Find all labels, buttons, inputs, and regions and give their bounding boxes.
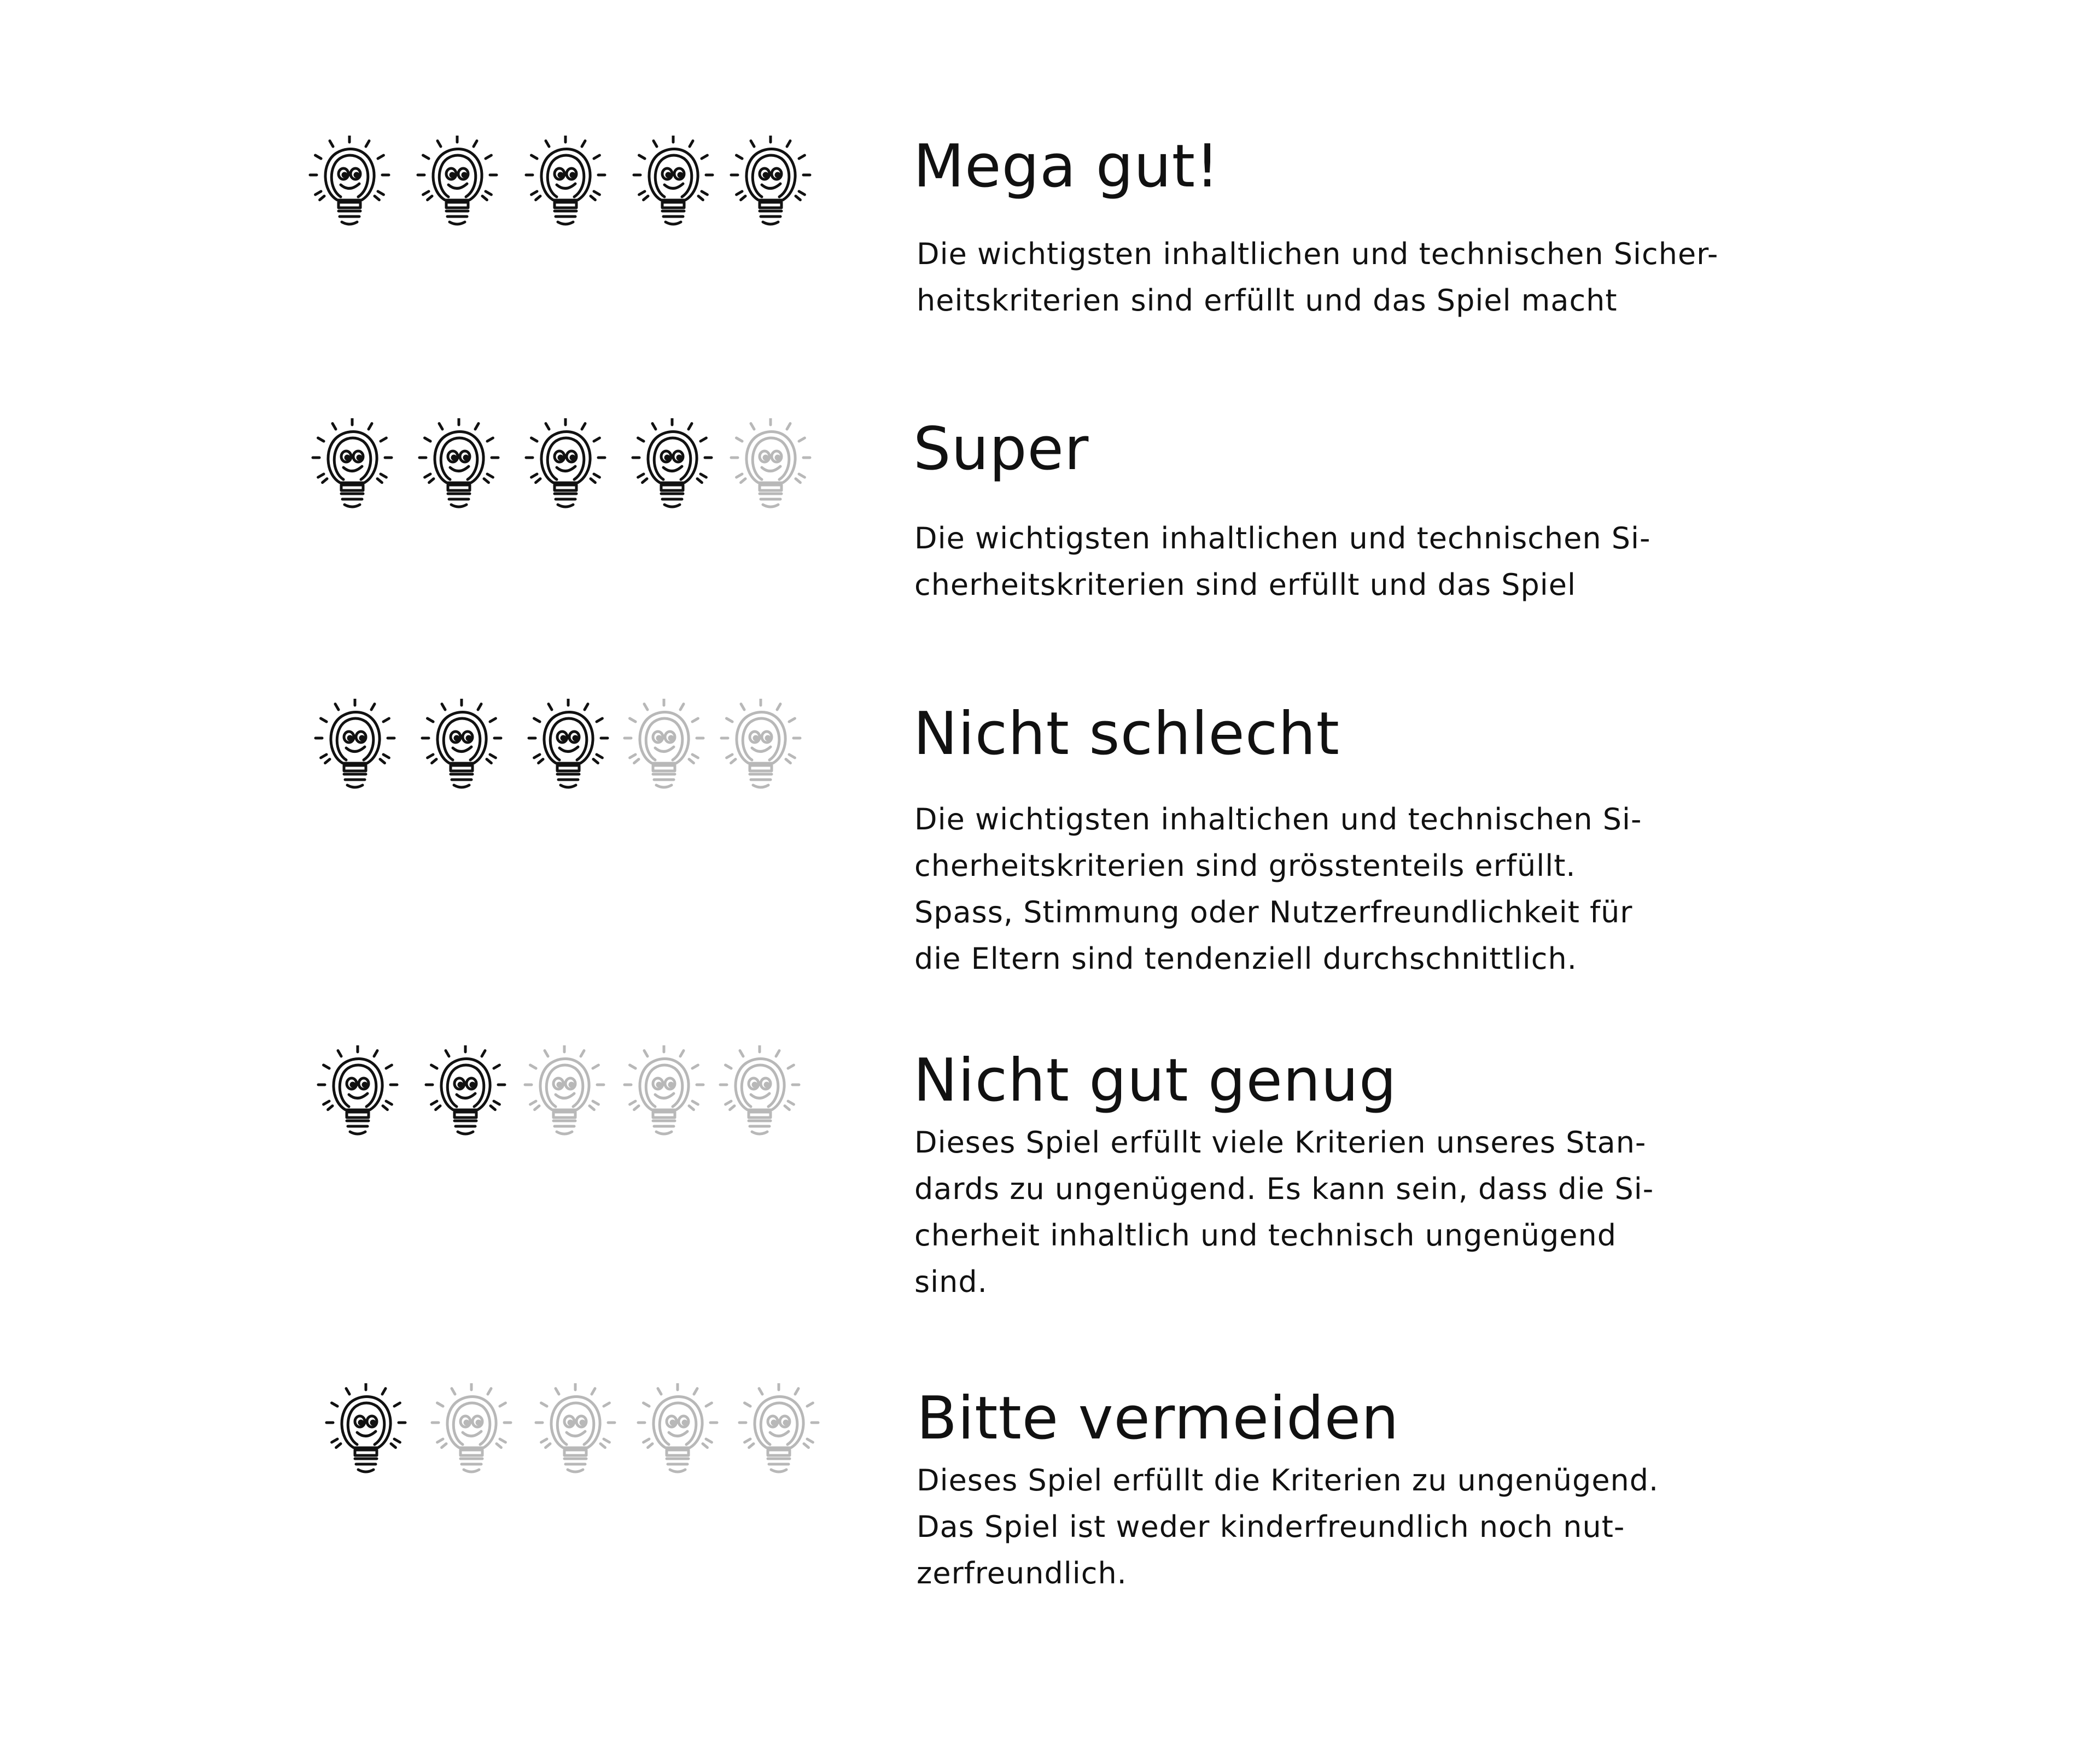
bulb-rating-5 xyxy=(304,136,829,245)
lightbulb-filled-icon xyxy=(627,136,719,243)
lightbulb-empty-icon xyxy=(714,1045,806,1153)
bulb-rating-4 xyxy=(304,418,829,528)
lightbulb-empty-icon xyxy=(715,699,807,806)
lightbulb-filled-icon xyxy=(520,136,611,243)
bulb-rating-3 xyxy=(304,699,829,808)
rating-title: Mega gut! xyxy=(913,132,1220,201)
lightbulb-empty-icon xyxy=(425,1383,517,1490)
lightbulb-empty-icon xyxy=(518,1045,610,1153)
lightbulb-filled-icon xyxy=(320,1383,412,1490)
bulb-rating-2 xyxy=(304,1045,829,1155)
rating-title: Super xyxy=(913,415,1089,483)
lightbulb-filled-icon xyxy=(725,136,816,243)
lightbulb-empty-icon xyxy=(733,1383,825,1490)
rating-description: Die wichtigsten inhaltichen und technischen Si- cherheitskriterien sind grösstenteils erfüllt. Spass, Stimmung oder Nutzerfreundlichkeit für die Eltern sind tendenziell durchschnittlich. xyxy=(914,802,1642,976)
rating-text xyxy=(913,1045,1766,1305)
rating-description: Dieses Spiel erfüllt viele Kriterien unseres Stan- dards zu ungenügend. Es kann sein, dass die Si- cherheit inhaltlich und technisch ungenügend sind. xyxy=(914,1125,1654,1299)
lightbulb-filled-icon xyxy=(411,136,503,243)
rating-text xyxy=(913,1383,1766,1596)
rating-title: Nicht gut genug xyxy=(913,1046,1397,1115)
lightbulb-filled-icon xyxy=(312,1045,404,1153)
rating-description: Dieses Spiel erfüllt die Kriterien zu ungenügend. Das Spiel ist weder kinderfreundlich noch nut- zerfreundlich. xyxy=(917,1463,1659,1590)
lightbulb-empty-icon xyxy=(618,1045,710,1153)
lightbulb-filled-icon xyxy=(416,699,508,806)
bulb-rating-1 xyxy=(304,1383,829,1493)
lightbulb-filled-icon xyxy=(520,418,611,525)
rating-text xyxy=(913,414,1766,608)
rating-title: Nicht schlecht xyxy=(913,700,1340,768)
lightbulb-filled-icon xyxy=(309,699,401,806)
rating-description: Die wichtigsten inhaltlichen und technischen Sicher- heitskriterien sind erfüllt und das Spiel macht xyxy=(917,237,1719,318)
rating-description: Die wichtigsten inhaltlichen und technischen Si- cherheitskriterien sind erfüllt und das Spiel xyxy=(914,521,1651,602)
lightbulb-filled-icon xyxy=(419,1045,511,1153)
lightbulb-filled-icon xyxy=(306,418,398,525)
rating-text xyxy=(913,699,1766,982)
lightbulb-filled-icon xyxy=(522,699,614,806)
lightbulb-filled-icon xyxy=(304,136,395,243)
lightbulb-empty-icon xyxy=(725,418,816,525)
lightbulb-empty-icon xyxy=(618,699,710,806)
lightbulb-filled-icon xyxy=(626,418,718,525)
lightbulb-empty-icon xyxy=(632,1383,724,1490)
lightbulb-filled-icon xyxy=(413,418,505,525)
rating-text xyxy=(913,131,1766,324)
rating-title: Bitte vermeiden xyxy=(917,1384,1399,1453)
lightbulb-empty-icon xyxy=(529,1383,621,1490)
